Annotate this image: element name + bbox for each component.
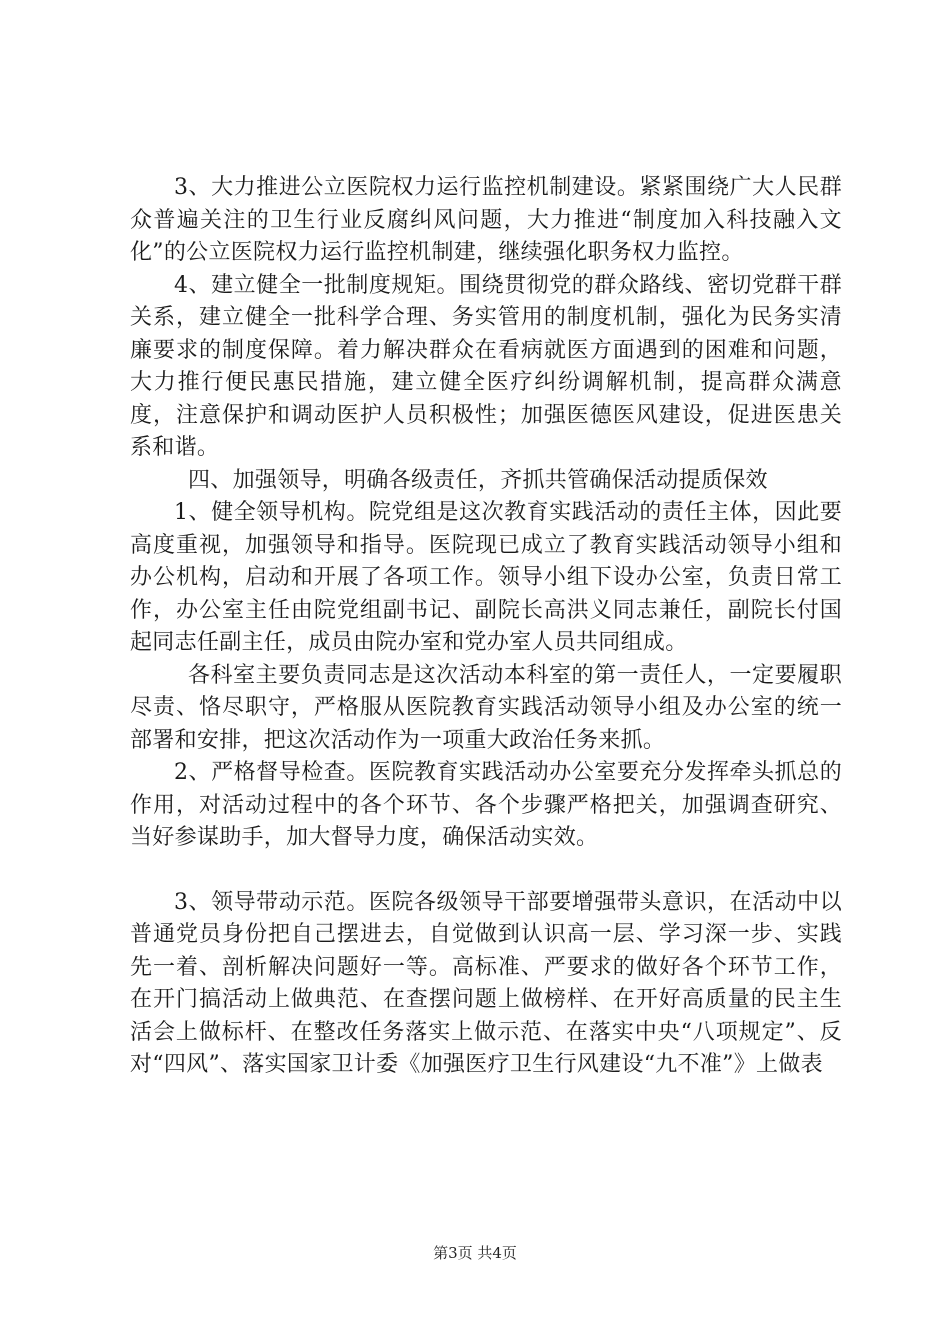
- page-footer: 第3页 共4页: [433, 1244, 517, 1262]
- paragraph-leadership-example-3: 3、领导带动示范。医院各级领导干部要增强带头意识，在活动中以普通党员身份把自己摆进去，自觉做到认识高一层、学习深一步、实践先一着、剖析解决问题好一等。高标准、严要求的做好各个环节工作，在开门搞活动上做典范、在查摆问题上做榜样、在开好高质量的民主生活会上做标杆、在整改任务落实上做示范、在落实中央“八项规定”、反对“四风”、落实国家卫计委《加强医疗卫生行风建设“九不准”》上做表: [130, 889, 842, 1077]
- paragraph-supervision-2: 2、严格督导检查。医院教育实践活动办公室要充分发挥牵头抓总的作用，对活动过程中的各个环节、各个步骤严格把关，加强调查研究、当好参谋助手，加大督导力度，确保活动实效。: [130, 760, 842, 850]
- section-heading-4: 四、加强领导，明确各级责任，齐抓共管确保活动提质保效: [188, 467, 768, 493]
- paragraph-leadership-1: 1、健全领导机构。院党组是这次教育实践活动的责任主体，因此要高度重视，加强领导和指导。医院现已成立了教育实践活动领导小组和办公机构，启动和开展了各项工作。领导小组下设办公室，负责日常工作，办公室主任由院党组副书记、副院长高洪义同志兼任，副院长付国起同志任副主任，成员由院办室和党办室人员共同组成。: [130, 500, 842, 655]
- document-body: [130, 172, 842, 1082]
- paragraph-item-3: 3、大力推进公立医院权力运行监控机制建设。紧紧围绕广大人民群众普遍关注的卫生行业反腐纠风问题，大力推进“制度加入科技融入文化”的公立医院权力运行监控机制建，继续强化职务权力监控。: [130, 175, 842, 265]
- paragraph-department-responsibility: 各科室主要负责同志是这次活动本科室的第一责任人，一定要履职尽责、恪尽职守，严格服从医院教育实践活动领导小组及办公室的统一部署和安排，把这次活动作为一项重大政治任务来抓。: [130, 662, 842, 753]
- paragraph-item-4: 4、建立健全一批制度规矩。围绕贯彻党的群众路线、密切党群干群关系，建立健全一批科学合理、务实管用的制度机制，强化为民务实清廉要求的制度保障。着力解决群众在看病就医方面遇到的困难和问题，大力推行便民惠民措施，建立健全医疗纠纷调解机制，提高群众满意度，注意保护和调动医护人员积极性；加强医德医风建设，促进医患关系和谐。: [130, 272, 842, 460]
- paragraph-spacer: [130, 855, 842, 887]
